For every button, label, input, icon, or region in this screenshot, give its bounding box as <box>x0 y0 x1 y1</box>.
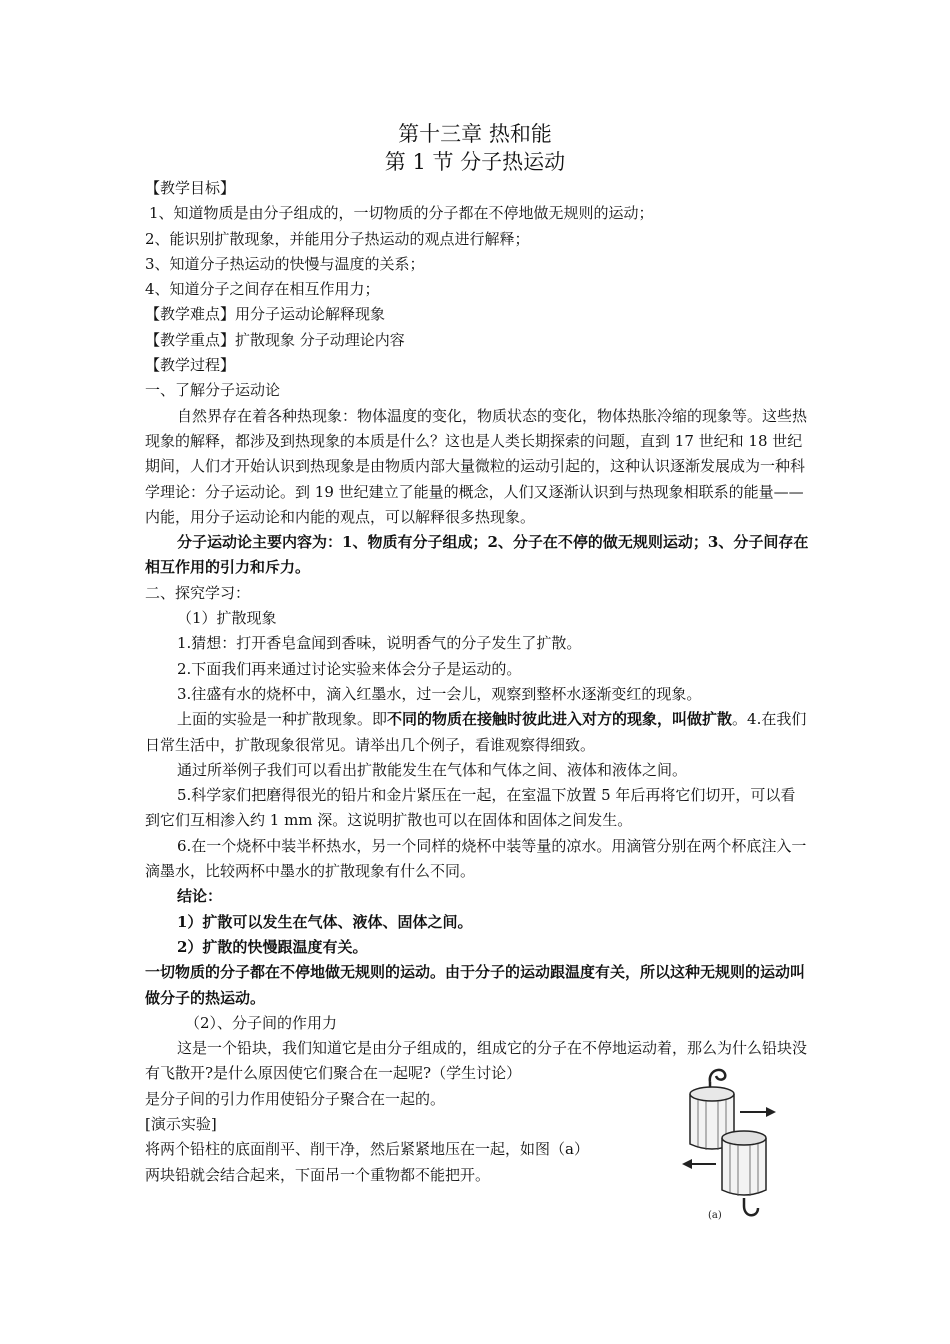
lead-answer: 是分子间的引力作用使铅分子聚合在一起的。 <box>145 1089 446 1108</box>
part1-paragraph: 自然界存在着各种热现象：物体温度的变化，物质状态的变化，物体热胀冷缩的现象等。这些热现象的解释，都涉及到热现象的本质是什么？这也是人类长期探索的问题，直到 17 世纪和 18 世纪期间，人们才开始认识到热现象是由物质内部大量微粒的运动引起的，这种认识逐渐发展成为一种科学理论：分子运动论。到 19 世纪建立了能量的概念，人们又逐渐认识到与热现象相联系的能量——内能，用分子运动论和内能的观点，可以解释很多热现象。 <box>145 406 808 526</box>
lead-cylinders-figure <box>670 1052 805 1224</box>
part2-heading: 二、探究学习： <box>145 583 251 602</box>
definition-lead: 上面的实验是一种扩散现象。即 <box>177 710 388 729</box>
goal-item-2: 2、能识别扩散现象，并能用分子热运动的观点进行解释； <box>145 229 530 248</box>
goal-item-1: 1、知道物质是由分子组成的，一切物质的分子都在不停地做无规则的运动； <box>149 204 654 223</box>
conclusion-2: 2）扩散的快慢跟温度有关。 <box>177 937 368 956</box>
step-6: 6.在一个烧杯中装半杯热水，另一个同样的烧杯中装等量的凉水。用滴管分别在两个杯底注入一滴墨水，比较两杯中墨水的扩散现象有什么不同。 <box>145 836 807 881</box>
diffusion-definition <box>145 707 810 758</box>
document-body <box>145 176 810 1188</box>
summary-paragraph: 一切物质的分子都在不停地做无规则的运动。由于分子的运动跟温度有关，所以这种无规则的运动叫做分子的热运动。 <box>145 963 806 1007</box>
title-block <box>0 120 950 176</box>
demo-heading: [演示实验] <box>145 1114 217 1133</box>
step-2: 2.下面我们再来通过讨论实验来体会分子是运动的。 <box>177 659 522 678</box>
part1-bold-paragraph: 分子运动论主要内容为：1、物质有分子组成；2、分子在不停的做无规则运动；3、分子间存在相互作用的引力和斥力。 <box>145 533 809 577</box>
goals-heading: 【教学目标】 <box>145 179 236 197</box>
conclusion-1: 1）扩散可以发生在气体、液体、固体之间。 <box>177 912 473 931</box>
section-title: 第 1 节 分子热运动 <box>384 150 566 174</box>
definition-tail: 。4.在我们日常生活中，扩散现象很常见。请举出几个例子，看谁观察得细致。 <box>145 710 807 754</box>
goal-item-3: 3、知道分子热运动的快慢与温度的关系； <box>145 254 425 273</box>
examples-paragraph: 通过所举例子我们可以看出扩散能发生在气体和气体之间、液体和液体之间。 <box>177 760 688 779</box>
force-subheading: （2）、分子间的作用力 <box>185 1013 338 1032</box>
lead-cylinders-icon <box>670 1052 805 1224</box>
demo-description: 将两个铅柱的底面削平、削干净，然后紧紧地压在一起，如图（a）两块铅就会结合起来，下面吊一个重物都不能把开。 <box>145 1140 582 1184</box>
chapter-title: 第十三章 热和能 <box>398 122 552 146</box>
step-5: 5.科学家们把磨得很光的铅片和金片紧压在一起，在室温下放置 5 年后再将它们切开，可以看到它们互相渗入约 1 mm 深。这说明扩散也可以在固体和固体之间发生。 <box>145 786 796 830</box>
goal-item-4: 4、知道分子之间存在相互作用力； <box>145 280 380 299</box>
definition-bold: 不同的物质在接触时彼此进入对方的现象，叫做扩散 <box>387 710 733 729</box>
diffusion-subheading: （1）扩散现象 <box>177 609 277 628</box>
process-heading: 【教学过程】 <box>145 356 236 375</box>
difficulty-line: 【教学难点】用分子运动论解释现象 <box>145 305 386 324</box>
lead-question: 这是一个铅块，我们知道它是由分子组成的，组成它的分子在不停地运动着，那么为什么铅块没有飞散开?是什么原因使它们聚合在一起呢?（学生讨论） <box>145 1039 808 1083</box>
part1-heading: 一、了解分子运动论 <box>145 381 281 400</box>
keypoint-line: 【教学重点】扩散现象 分子动理论内容 <box>145 330 405 349</box>
conclusion-heading: 结论： <box>177 887 223 906</box>
figure-caption: (a) <box>708 1210 722 1221</box>
step-1: 1.猜想：打开香皂盒闻到香味，说明香气的分子发生了扩散。 <box>177 634 582 653</box>
step-3: 3.往盛有水的烧杯中，滴入红墨水，过一会儿，观察到整杯水逐渐变红的现象。 <box>177 684 702 703</box>
